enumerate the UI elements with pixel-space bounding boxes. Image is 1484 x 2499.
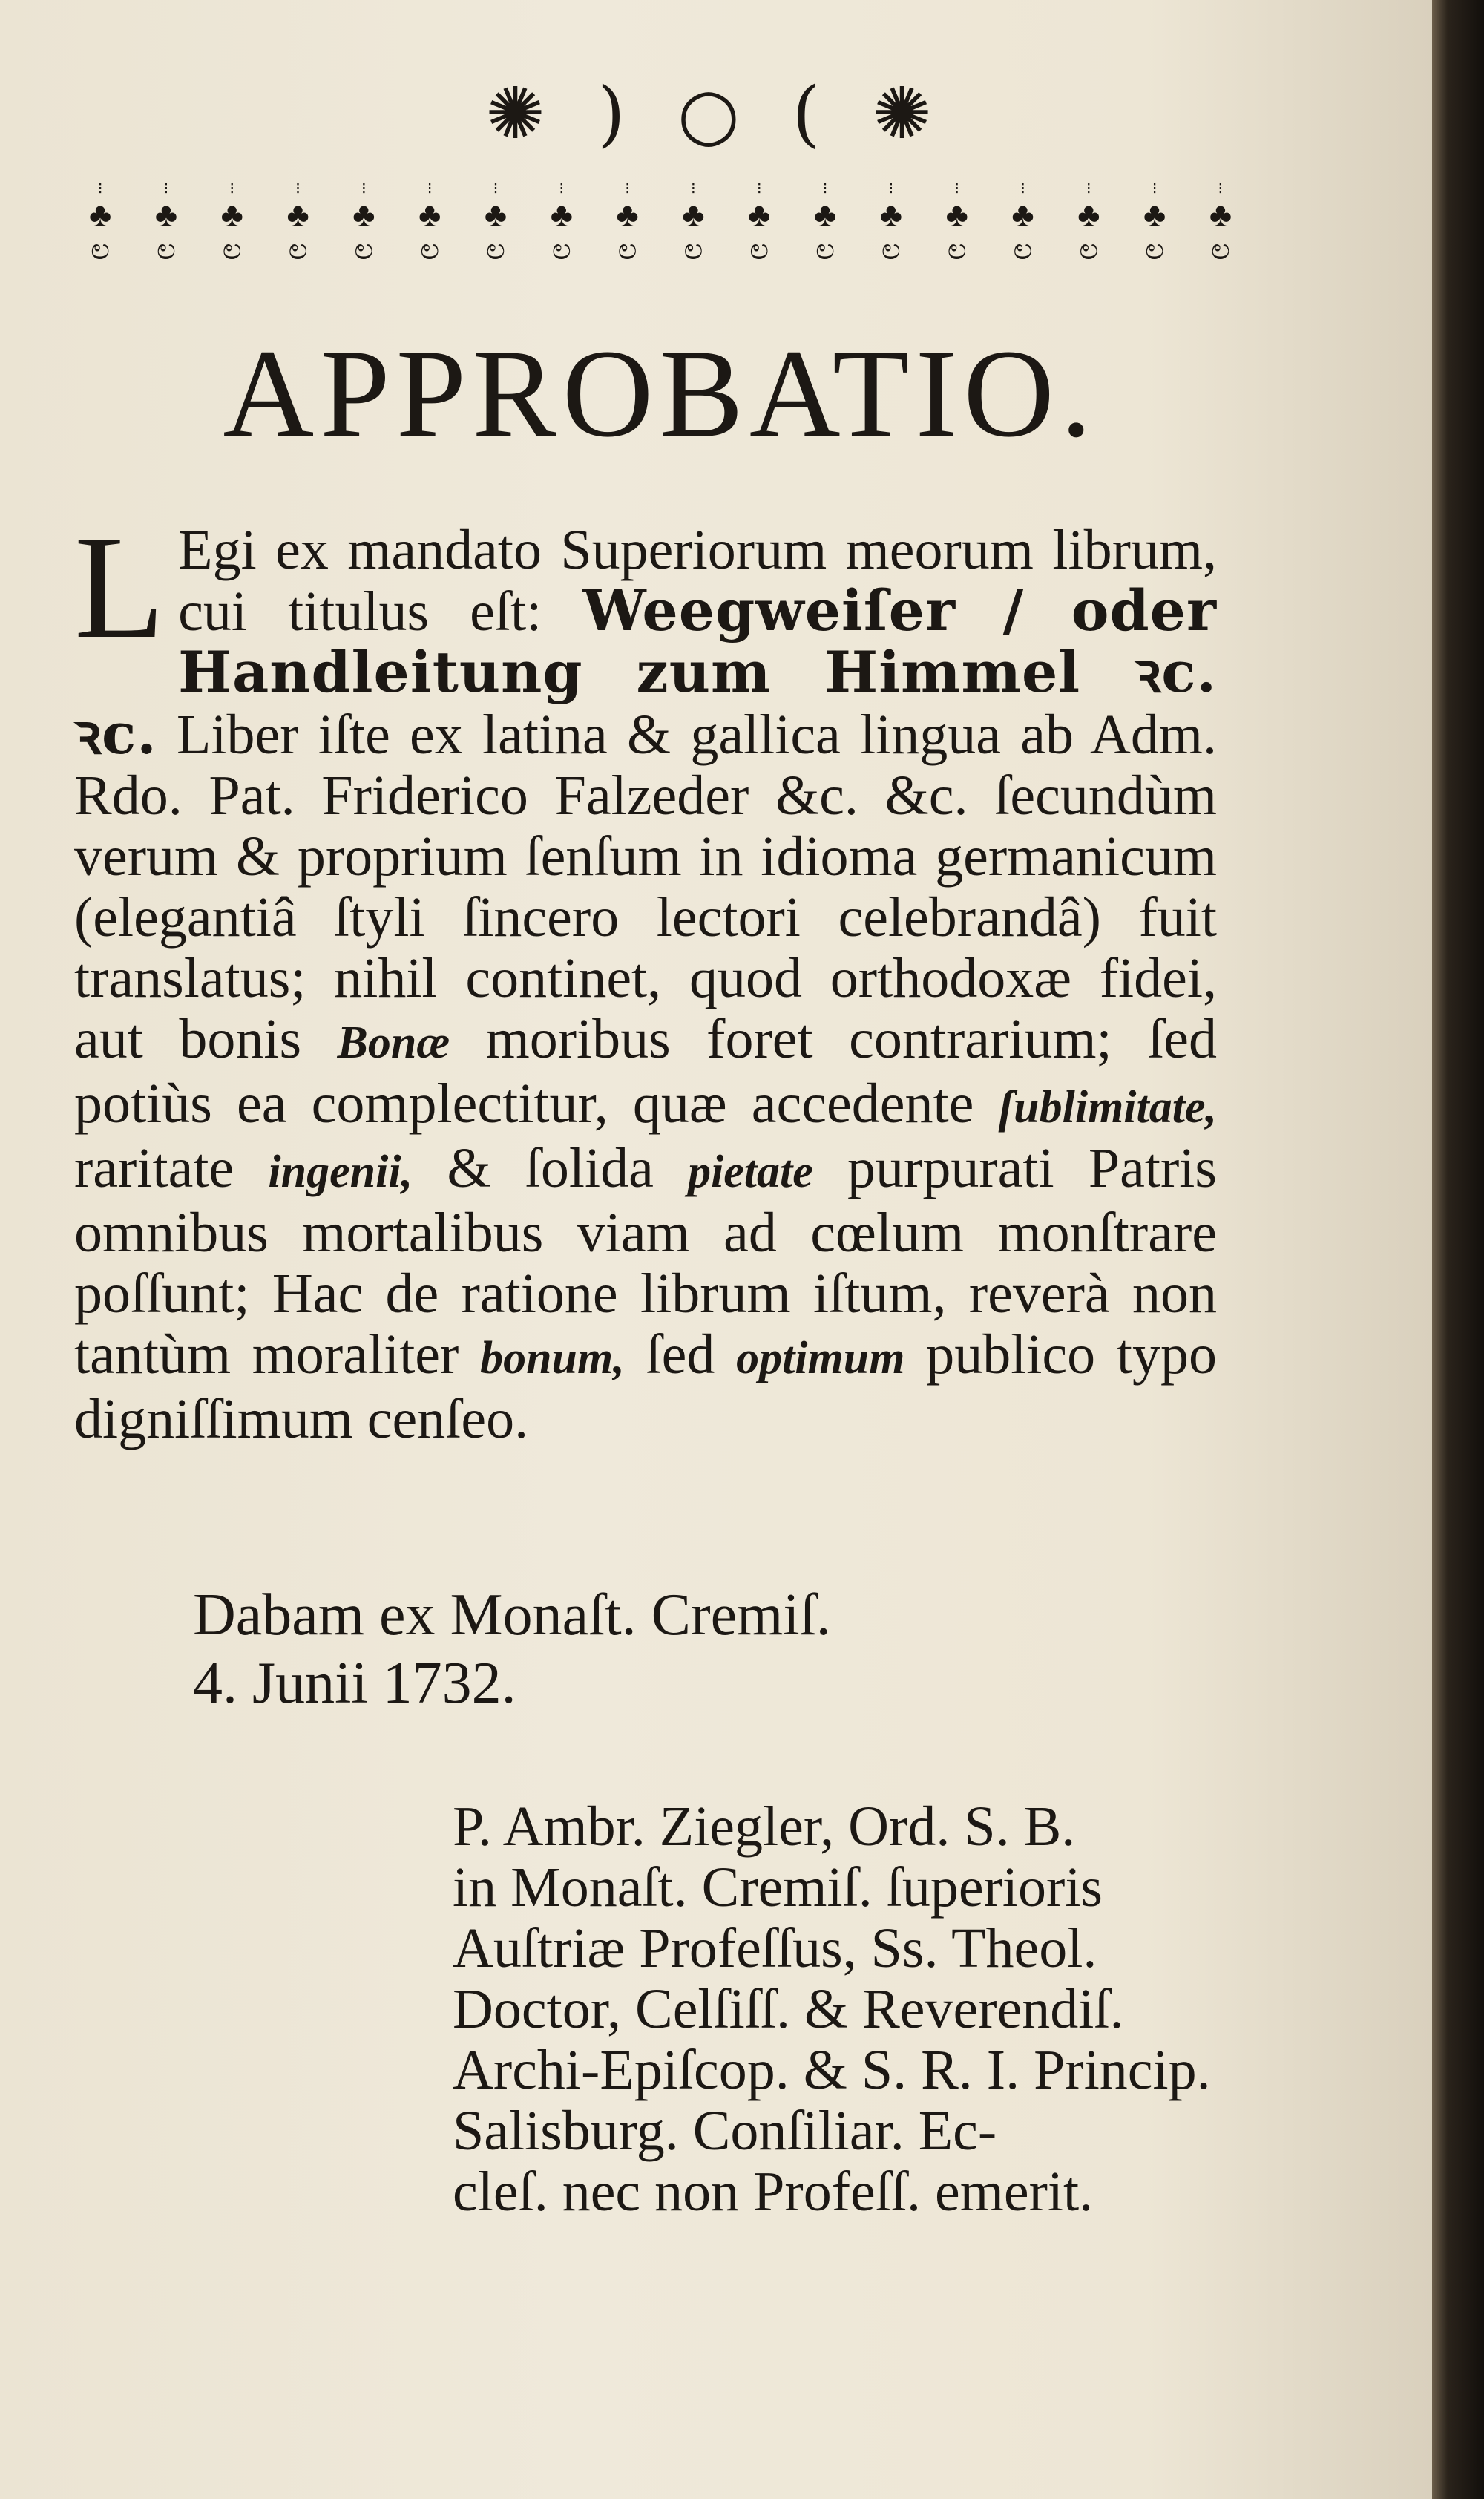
paragraph-text: Egi ex mandato Superiorum meorum librum, cui titulus eſt: — [178, 519, 1217, 643]
border-unit: ⁝ ♣ ಲ — [286, 179, 309, 266]
paragraph-text: purpurati Patris omnibus mortalibus viam ad cœlum monſtrare poſſunt; Hac de ratione librum iſtum, reverà non tantùm moraliter — [74, 1137, 1217, 1386]
paragraph-text: & ſolida — [413, 1137, 689, 1199]
border-unit: ⁝ ♣ ಲ — [1209, 179, 1232, 266]
paragraph-text: moribus foret contrarium; ſed potiùs ea complectitur, quæ accedente — [74, 1008, 1217, 1135]
paragraph-text: ſed — [624, 1323, 737, 1386]
border-unit: ⁝ ♣ ಲ — [484, 179, 508, 266]
border-unit: ⁝ ♣ ಲ — [813, 179, 837, 266]
border-unit: ⁝ ♣ ಲ — [748, 179, 771, 266]
italic-word: ſublimitate, — [998, 1082, 1217, 1133]
paragraph-text: publico typo digniſſimum cenſeo. — [74, 1323, 1217, 1450]
signature-line: cleſ. nec non Profeſſ. emerit. — [453, 2161, 1094, 2223]
signature-line: P. Ambr. Ziegler, Ord. S. B. — [453, 1795, 1076, 1858]
border-unit: ⁝ ♣ ಲ — [945, 179, 968, 266]
border-unit: ⁝ ♣ ಲ — [1011, 179, 1034, 266]
border-unit: ⁝ ♣ ಲ — [879, 179, 902, 266]
italic-word: pietate — [688, 1147, 813, 1197]
border-unit: ⁝ ♣ ಲ — [1143, 179, 1166, 266]
border-unit: ⁝ ♣ ಲ — [418, 179, 441, 266]
italic-word: ingenii, — [268, 1147, 413, 1197]
approbation-paragraph — [74, 505, 1218, 1450]
border-unit: ⁝ ♣ ಲ — [220, 179, 243, 266]
border-unit: ⁝ ♣ ಲ — [1077, 179, 1100, 266]
border-unit: ⁝ ♣ ಲ — [682, 179, 705, 266]
border-unit: ⁝ ♣ ಲ — [154, 179, 177, 266]
book-binding-edge — [1432, 0, 1484, 2499]
decorative-border — [89, 160, 1232, 286]
italic-word: optimum — [736, 1333, 905, 1383]
italic-word: Bonæ — [337, 1018, 450, 1068]
book-title-fraktur: Weegweiſer / oder Handleitung zum Himmel ꝛc. ꝛc. — [74, 577, 1218, 767]
border-unit: ⁝ ♣ ಲ — [550, 179, 573, 266]
signature-block — [453, 1796, 1232, 2222]
signature-line: in Monaſt. Cremiſ. ſuperioris — [453, 1856, 1103, 1919]
italic-word: bonum, — [480, 1333, 625, 1383]
drop-cap: L — [74, 505, 165, 669]
border-unit: ⁝ ♣ ಲ — [616, 179, 639, 266]
page-title: APPROBATIO. — [223, 324, 1098, 463]
border-unit: ⁝ ♣ ಲ — [89, 179, 112, 266]
date-line-day: 4. Junii 1732. — [193, 1651, 516, 1716]
signature-line: Archi-Epiſcop. & S. R. I. Princip. Salisburg. Conſiliar. Ec- — [453, 2039, 1211, 2162]
border-unit: ⁝ ♣ ಲ — [352, 179, 375, 266]
date-line-place: Dabam ex Monaſt. Cremiſ. — [193, 1582, 831, 1648]
paragraph-text: raritate — [74, 1137, 269, 1199]
signature-line: Doctor, Celſiſſ. & Reverendiſ. — [453, 1978, 1124, 2040]
signature-line: Auſtriæ Profeſſus, Ss. Theol. — [453, 1917, 1097, 1979]
header-ornament: ✺ ) ○ ( ✺ — [485, 72, 947, 155]
paragraph-text: Liber iſte ex latina & gallica lingua ab Adm. Rdo. Pat. Friderico Falzeder &c. &c. ſecundùm verum & proprium ſenſum in idioma germanicum (elegantiâ ſtyli ſincero lectori celebrandâ) fuit translatus; nihil continet, quod orthodoxæ fidei, aut bonis — [74, 704, 1217, 1070]
date-block — [193, 1581, 1232, 1717]
